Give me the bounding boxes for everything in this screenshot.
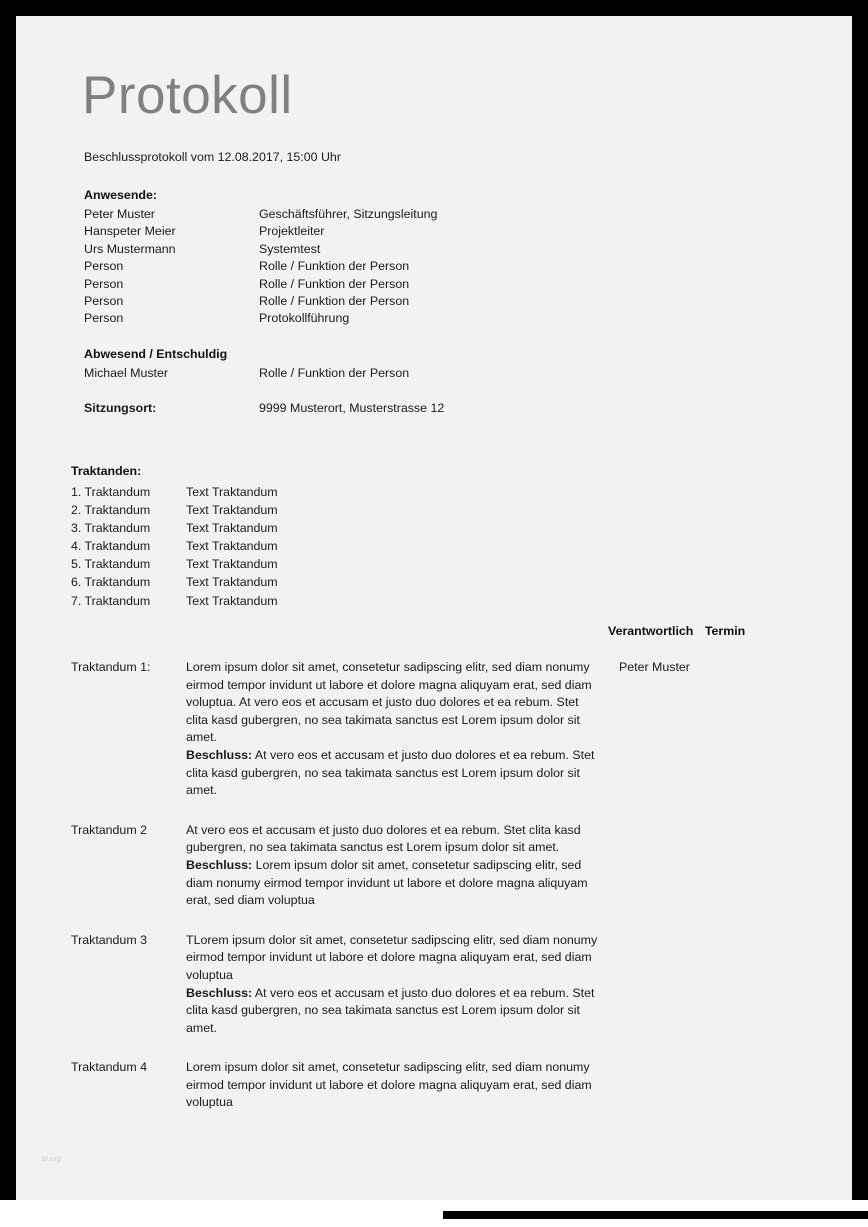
detail-resolution-line xyxy=(186,747,603,800)
agenda-text: Text Traktandum xyxy=(186,575,278,590)
agenda-text: Text Traktandum xyxy=(186,539,278,554)
agenda-text: Text Traktandum xyxy=(186,557,278,572)
detail-label: Traktandum 2 xyxy=(71,822,147,837)
location-label: Sitzungsort: xyxy=(84,401,157,415)
detail-entry xyxy=(71,659,831,800)
resolution-text: Lorem ipsum dolor sit amet, consetetur sadipscing elitr, sed diam nonumy eirmod tempor invidunt ut labore et dolore magna aliquyam erat, sed diam voluptua xyxy=(186,857,588,908)
attendee-role: Projektleiter xyxy=(259,224,325,239)
detail-body: Lorem ipsum dolor sit amet, consetetur sadipscing elitr, sed diam nonumy eirmod tempor invidunt ut labore et dolore magna aliquyam erat, sed diam voluptua xyxy=(186,1060,592,1110)
detail-body: Lorem ipsum dolor sit amet, consetetur sadipscing elitr, sed diam nonumy eirmod tempor invidunt ut labore et dolore magna aliquyam erat, sed diam voluptua. At vero eos et accusam et justo duo dolores et ea rebum. Stet clita kasd gubergren, no sea takimata sanctus est Lorem ipsum dolor sit amet. xyxy=(186,660,592,745)
attendee-role: Geschäftsführer, Sitzungsleitung xyxy=(259,207,438,221)
detail-responsible: Peter Muster xyxy=(619,660,690,674)
footer-watermark: bl.org xyxy=(42,1156,62,1163)
attendee-name: Person xyxy=(84,311,124,326)
agenda-number: 4. Traktandum xyxy=(71,539,151,554)
detail-entries xyxy=(71,659,831,1134)
attendee-row xyxy=(84,293,644,310)
resolution-text: At vero eos et accusam et justo duo dolores et ea rebum. Stet clita kasd gubergren, no sea takimata sanctus est Lorem ipsum dolor sit amet. xyxy=(186,747,595,798)
agenda-heading: Traktanden: xyxy=(71,464,142,478)
agenda-row xyxy=(71,483,571,501)
detail-responsible xyxy=(603,932,831,1038)
detail-resolution-line xyxy=(186,857,603,910)
agenda-row xyxy=(71,555,571,573)
detail-entry xyxy=(71,1059,831,1112)
detail-entry xyxy=(71,822,831,910)
agenda-number: 5. Traktandum xyxy=(71,557,151,572)
absent-row xyxy=(84,365,644,382)
agenda-row xyxy=(71,501,571,519)
absent-role: Rolle / Funktion der Person xyxy=(259,366,410,380)
agenda-section xyxy=(71,464,571,610)
agenda-text: Text Traktandum xyxy=(186,593,278,608)
agenda-row xyxy=(71,519,571,537)
agenda-text: Text Traktandum xyxy=(186,485,278,499)
detail-responsible xyxy=(603,822,831,910)
attendee-row xyxy=(84,310,644,327)
document-body xyxy=(16,16,852,1200)
detail-body: TLorem ipsum dolor sit amet, consetetur sadipscing elitr, sed diam nonumy eirmod tempor invidunt ut labore et dolore magna aliquyam erat, sed diam voluptua xyxy=(186,932,598,982)
attendee-row xyxy=(84,258,644,275)
attendee-name: Urs Mustermann xyxy=(84,241,176,256)
attendee-name: Person xyxy=(84,276,124,291)
location-section xyxy=(84,400,644,417)
agenda-row xyxy=(71,537,571,555)
absent-name: Michael Muster xyxy=(84,366,169,380)
agenda-number: 7. Traktandum xyxy=(71,593,151,608)
agenda-row xyxy=(71,592,571,610)
document-page xyxy=(16,16,852,1200)
detail-label: Traktandum 4 xyxy=(71,1060,147,1075)
attendee-role: Rolle / Funktion der Person xyxy=(259,259,410,274)
attendee-role: Rolle / Funktion der Person xyxy=(259,294,410,309)
detail-column-headers xyxy=(608,624,745,638)
detail-text xyxy=(186,932,603,1038)
detail-label: Traktandum 3 xyxy=(71,932,147,947)
attendee-role: Rolle / Funktion der Person xyxy=(259,276,410,291)
attendee-name: Person xyxy=(84,294,124,309)
attendees-heading: Anwesende: xyxy=(84,188,157,202)
resolution-label: Beschluss: xyxy=(186,985,253,1000)
agenda-row xyxy=(71,573,571,591)
attendee-row xyxy=(84,206,644,223)
detail-resolution-line xyxy=(186,985,603,1038)
resolution-label: Beschluss: xyxy=(186,857,253,872)
header-deadline: Termin xyxy=(704,624,746,638)
attendee-row xyxy=(84,223,644,240)
attendee-name: Person xyxy=(84,259,124,274)
attendee-role: Protokollführung xyxy=(259,311,350,326)
detail-text xyxy=(186,659,603,800)
document-subtitle: Beschlussprotokoll vom 12.08.2017, 15:00 Uhr xyxy=(84,150,341,164)
detail-text xyxy=(186,822,603,910)
agenda-text: Text Traktandum xyxy=(186,503,278,518)
attendee-row xyxy=(84,276,644,293)
detail-responsible xyxy=(603,1059,831,1112)
attendee-name: Hanspeter Meier xyxy=(84,224,176,239)
attendee-name: Peter Muster xyxy=(84,207,155,221)
detail-label: Traktandum 1: xyxy=(71,660,151,674)
bottom-strip-accent xyxy=(443,1211,868,1219)
detail-entry xyxy=(71,932,831,1038)
agenda-number: 6. Traktandum xyxy=(71,575,151,590)
attendees-section xyxy=(84,188,644,328)
agenda-text: Text Traktandum xyxy=(186,521,278,536)
agenda-number: 1. Traktandum xyxy=(71,485,151,499)
location-value: 9999 Musterort, Musterstrasse 12 xyxy=(259,401,445,415)
resolution-label: Beschluss: xyxy=(186,747,253,762)
attendee-row xyxy=(84,241,644,258)
page-title: Protokoll xyxy=(82,66,293,125)
header-responsible: Verantwortlich xyxy=(608,624,694,638)
resolution-text: At vero eos et accusam et justo duo dolores et ea rebum. Stet clita kasd gubergren, no sea takimata sanctus est Lorem ipsum dolor sit amet. xyxy=(186,985,595,1035)
detail-text xyxy=(186,1059,603,1112)
location-row xyxy=(84,400,644,417)
absent-heading: Abwesend / Entschuldig xyxy=(84,347,228,361)
agenda-number: 2. Traktandum xyxy=(71,503,151,518)
attendee-role: Systemtest xyxy=(259,241,321,256)
agenda-number: 3. Traktandum xyxy=(71,521,151,536)
absent-section xyxy=(84,347,644,382)
detail-body: At vero eos et accusam et justo duo dolores et ea rebum. Stet clita kasd gubergren, no sea takimata sanctus est Lorem ipsum dolor sit amet. xyxy=(186,822,581,855)
